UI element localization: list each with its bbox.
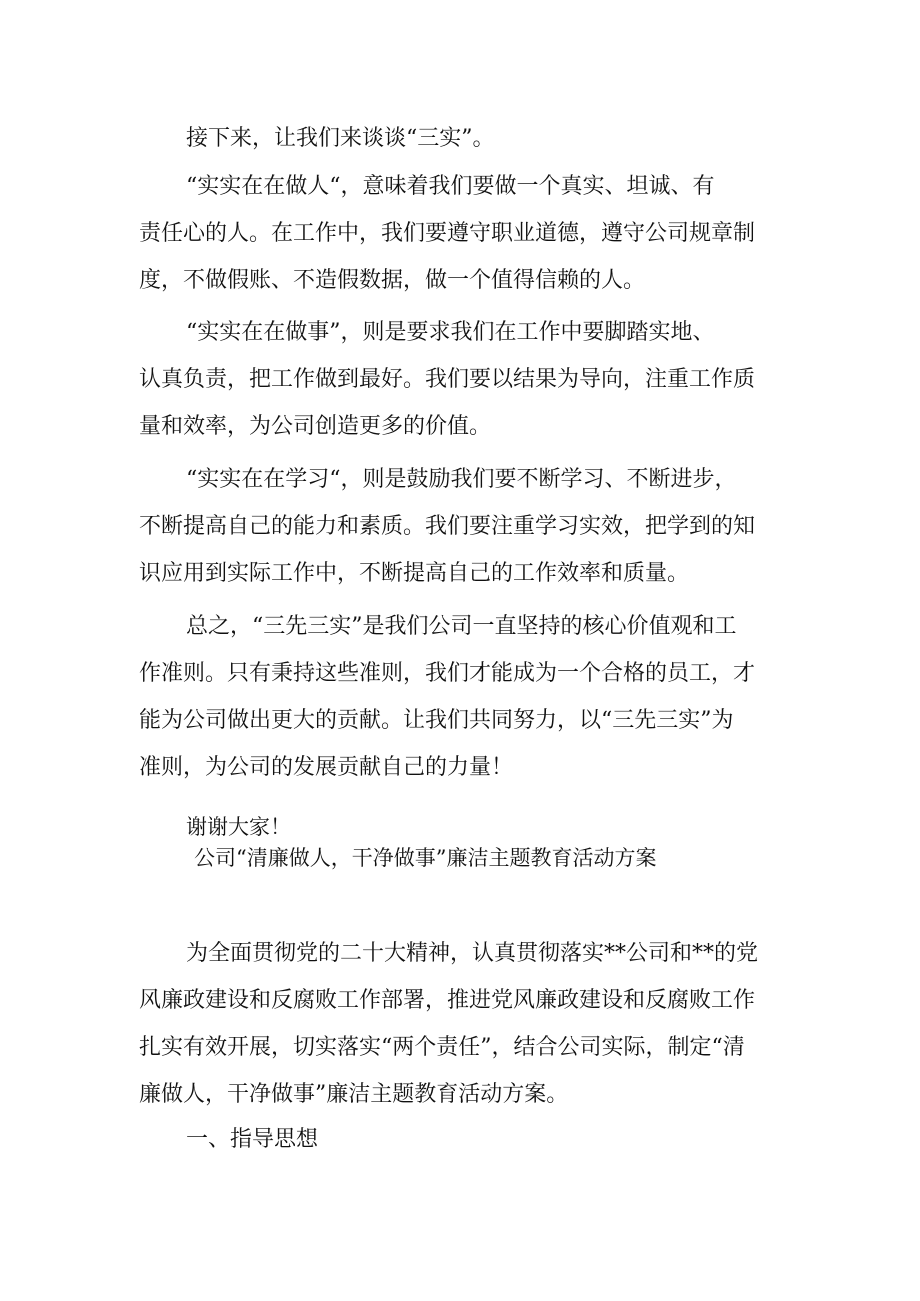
paragraph-line: “实实在在学习“，则是鼓励我们要不断学习、不断进步， [186,467,737,492]
intro-paragraph: 接下来，让我们来谈谈“三实”。 [186,126,495,151]
paragraph-line: 识应用到实际工作中，不断提高自己的工作效率和质量。 [139,561,690,586]
paragraph-line: 风廉政建设和反腐败工作部署，推进党风廉政建设和反腐败工作 [139,988,756,1013]
paragraph-line: 度，不做假账、不造假数据，做一个值得信赖的人。 [139,268,646,293]
paragraph-line: 准则，为公司的发展贡献自己的力量！ [139,755,514,780]
paragraph-line: “实实在在做人“，意味着我们要做一个真实、坦诚、有 [186,174,715,199]
paragraph-line: 作准则。只有秉持这些准则，我们才能成为一个合格的员工，才 [139,661,756,686]
paragraph-line: 总之，“三先三实”是我们公司一直坚持的核心价值观和工 [186,614,737,639]
paragraph-line: 量和效率，为公司创造更多的价值。 [139,414,492,439]
thanks-line: 谢谢大家！ [186,815,291,839]
paragraph-line: “实实在在做事”，则是要求我们在工作中要脚踏实地、 [186,320,715,345]
paragraph-line: 能为公司做出更大的贡献。让我们共同努力，以“三先三实”为 [139,708,734,733]
paragraph-line: 为全面贯彻党的二十大精神，认真贯彻落实**公司和**的党 [186,941,759,966]
paragraph-line: 责任心的人。在工作中，我们要遵守职业道德，遵守公司规章制 [139,221,756,246]
paragraph-line: 认真负责，把工作做到最好。我们要以结果为导向，注重工作质 [139,367,756,392]
paragraph-line: 扎实有效开展，切实落实“两个责任”，结合公司实际，制定“清 [139,1035,745,1060]
paragraph-line: 廉做人，干净做事”廉洁主题教育活动方案。 [139,1082,569,1107]
document-title: 公司“清廉做人，干净做事”廉洁主题教育活动方案 [194,846,657,870]
paragraph-line: 不断提高自己的能力和素质。我们要注重学习实效，把学到的知 [139,514,756,539]
section-heading: 一、指导思想 [186,1127,319,1152]
